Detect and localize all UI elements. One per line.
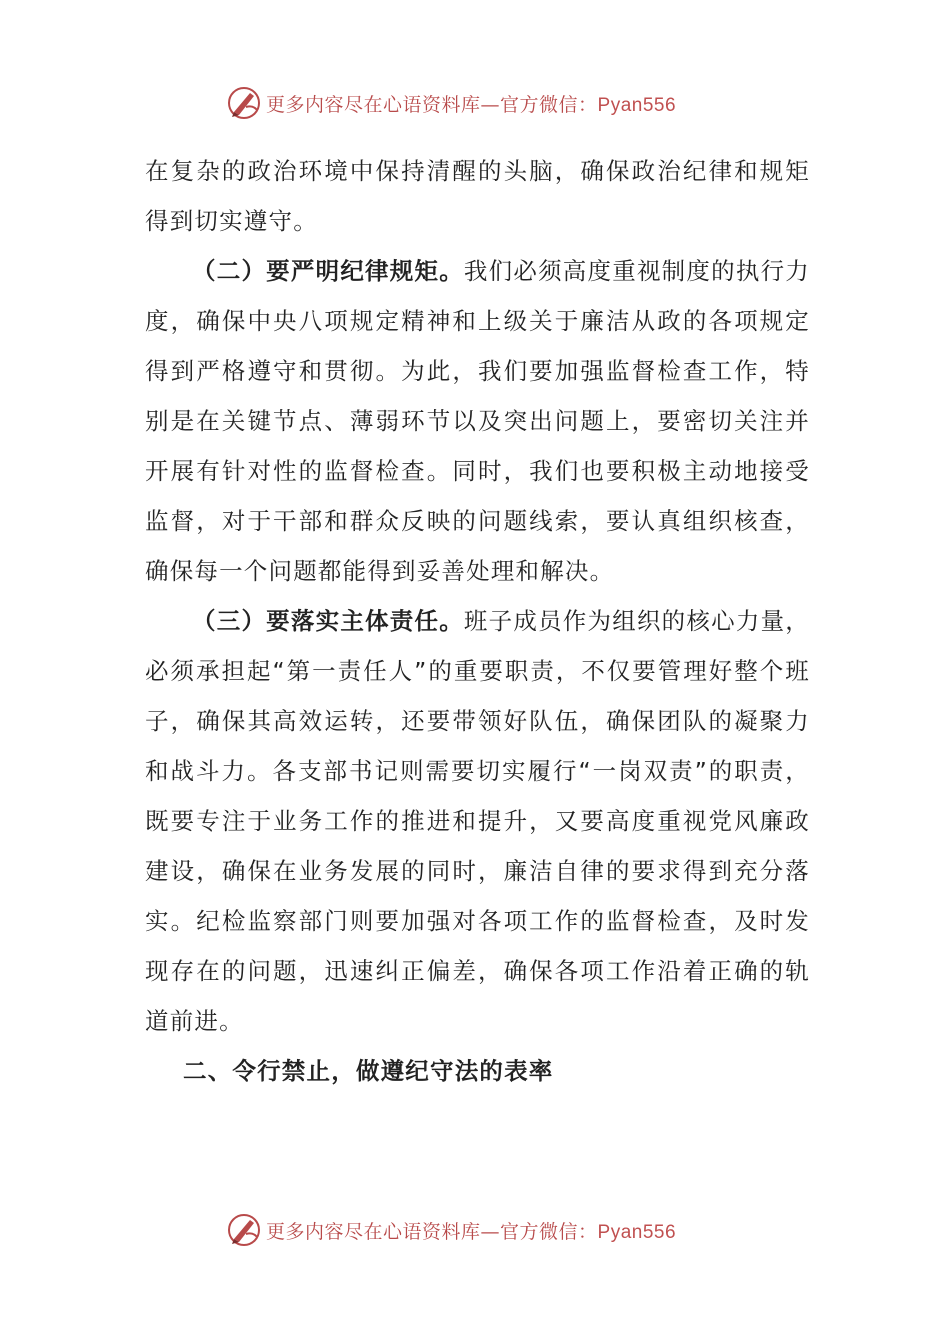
banner-label: 更多内容尽在心语资料库—官方微信： [266,93,598,116]
wechat-id: Pyan556 [597,1221,677,1243]
pen-logo-icon [226,85,262,121]
header-banner [226,83,746,123]
paragraph-3 [145,596,810,1046]
footer-banner [226,1210,746,1250]
wechat-id: Pyan556 [597,94,677,116]
banner-label: 更多内容尽在心语资料库—官方微信： [266,1220,598,1243]
paragraph-3-lead: （三）要落实主体责任。 [192,607,464,635]
paragraph-3-body: 班子成员作为组织的核心力量，必须承担起“第一责任人”的重要职责，不仅要管理好整个班子，确保其高效运转，还要带领好队伍，确保团队的凝聚力和战斗力。各支部书记则需要切实履行“一岗双责”的职责，既要专注于业务工作的推进和提升，又要高度重视党风廉政建设，确保在业务发展的同时，廉洁自律的要求得到充分落实。纪检监察部门则要加强对各项工作的监督检查，及时发现存在的问题，迅速纠正偏差，确保各项工作沿着正确的轨道前进。 [145,607,810,1035]
paragraph-2 [145,246,810,596]
document-body [145,146,810,1096]
paragraph-2-body: 我们必须高度重视制度的执行力度，确保中央八项规定精神和上级关于廉洁从政的各项规定得到严格遵守和贯彻。为此，我们要加强监督检查工作，特别是在关键节点、薄弱环节以及突出问题上，要密切关注并开展有针对性的监督检查。同时，我们也要积极主动地接受监督，对于干部和群众反映的问题线索，要认真组织核查，确保每一个问题都能得到妥善处理和解决。 [145,257,810,585]
paragraph-2-lead: （二）要严明纪律规矩。 [192,257,464,285]
pen-logo-icon [226,1212,262,1248]
section-heading: 二、令行禁止，做遵纪守法的表率 [183,1057,554,1085]
banner-text [266,1217,676,1244]
paragraph-1 [145,146,810,246]
banner-text [266,90,676,117]
paragraph-1-body: 在复杂的政治环境中保持清醒的头脑，确保政治纪律和规矩得到切实遵守。 [145,157,810,235]
